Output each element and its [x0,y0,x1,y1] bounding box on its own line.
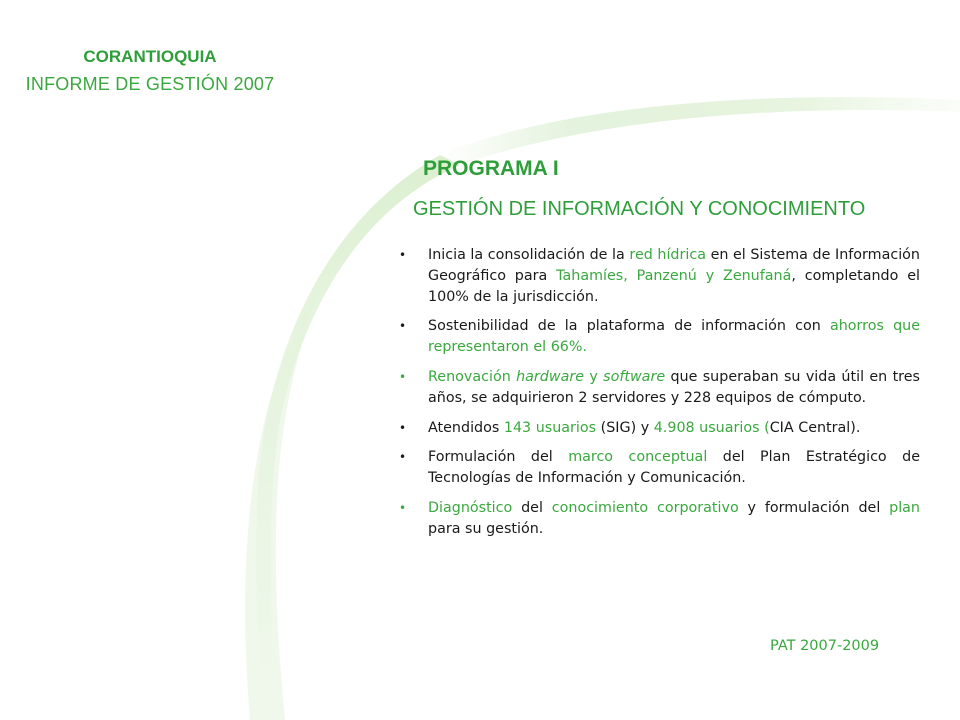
bullet-item [397,498,920,540]
bullet-text-segment: red hídrica [629,247,706,263]
bullet-item [397,316,920,358]
bullet-text-segment: y formulación del [738,499,890,516]
bullet-item [397,447,920,489]
bullet-dot-icon: • [399,319,407,334]
bullet-item [397,418,920,439]
bullet-text-segment: Tahamíes, Panzenú y Zenufaná [556,267,792,284]
program-title: PROGRAMA I [423,157,559,180]
bullet-text-segment: ahorros que representaron el 66%. [428,318,921,356]
bullet-text-segment: y [584,368,604,385]
bullet-text-segment: del [512,499,552,516]
bullet-item [397,367,920,409]
bullet-list [397,245,920,549]
program-subtitle: GESTIÓN DE INFORMACIÓN Y CONOCIMIENTO [413,198,866,220]
bullet-text-segment: (SIG) y [596,419,654,436]
bullet-text-segment: , completando el 100% de la jurisdicción. [428,267,921,305]
bullet-text-segment: que superaban su vida útil en tres años, se adquirieron 2 servidores y 228 equipos de cómputo. [428,368,920,406]
bullet-text-segment: Atendidos [428,419,504,436]
bullet-text-segment: 143 usuarios [503,419,597,436]
pat-label: PAT 2007-2009 [770,638,880,654]
report-title: INFORME DE GESTIÓN 2007 [25,74,275,94]
bullet-dot-icon: • [399,450,407,465]
bullet-text-segment: software [603,368,666,385]
bullet-item [397,245,920,307]
bullet-text-segment: Formulación del [428,449,569,466]
bullet-dot-icon: • [399,369,407,384]
organization-name: CORANTIOQUIA [83,47,217,66]
bullet-text-segment: Sostenibilidad de la plataforma de información con [428,318,830,335]
bullet-text-segment: plan [889,499,920,516]
bullet-text-segment: Renovación [428,368,517,385]
bullet-text-segment: 4.908 usuarios ( [653,419,770,436]
bullet-text-segment: del Plan Estratégico de Tecnologías de Información y Comunicación. [428,449,920,487]
bullet-dot-icon: • [399,420,407,435]
bullet-text-segment: en el Sistema de Información Geográfico para [428,247,920,284]
bullet-text-segment: marco conceptual [568,449,708,466]
bullet-text-segment: conocimiento corporativo [551,499,739,516]
bullet-dot-icon: • [399,500,407,515]
bullet-text-segment: hardware [516,368,585,385]
bullet-text-segment: CIA Central). [769,419,861,436]
bullet-text-segment: Diagnóstico [428,499,513,516]
bullet-text-segment: Inicia la consolidación de la [428,247,630,263]
bullet-dot-icon: • [399,248,407,262]
bullet-text-segment: para su gestión. [428,520,544,537]
